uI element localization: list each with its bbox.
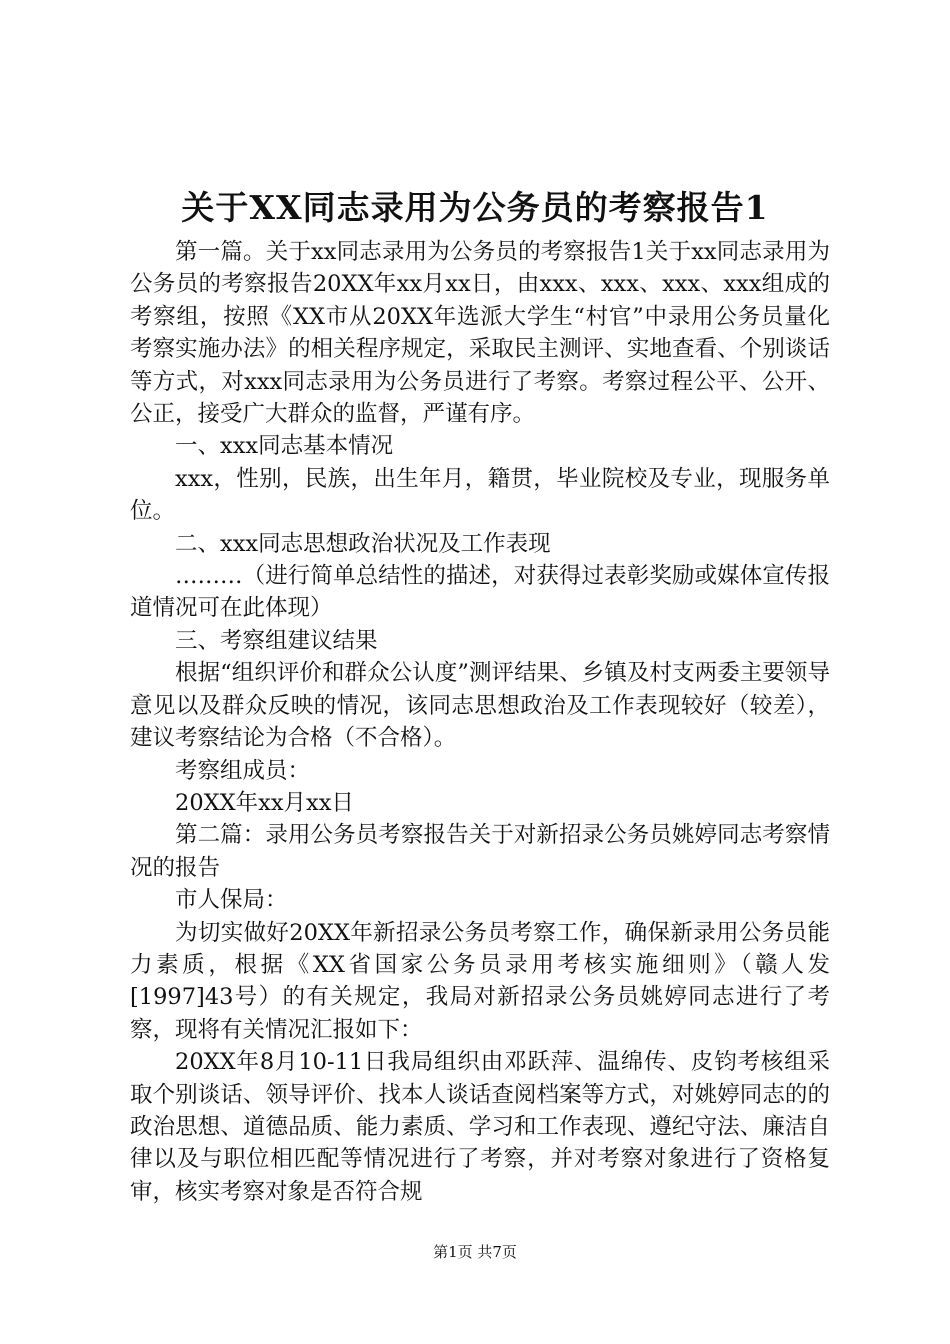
page-number: 第1页 共7页 <box>433 1243 517 1261</box>
document-body <box>130 236 830 1208</box>
section-heading: 一、xxx同志基本情况 <box>175 433 394 460</box>
paragraph: 根据“组织评价和群众公认度”测评结果、乡镇及村支两委主要领导意见以及群众反映的情况，该同志思想政治及工作表现较好（较差），建议考察结论为合格（不合格）。 <box>130 660 830 752</box>
document-title: 关于XX同志录用为公务员的考察报告1 <box>181 188 769 227</box>
section-heading: 三、考察组建议结果 <box>175 627 378 654</box>
paragraph: 20XX年8月10-11日我局组织由邓跃萍、温绵传、皮钧考核组采取个别谈话、领导评价、找本人谈话查阅档案等方式，对姚婷同志的的政治思想、道德品质、能力素质、学习和工作表现、遵纪守法、廉洁自律以及与职位相匹配等情况进行了考察，并对考察对象进行了资格复审，核实考察对象是否符合规 <box>130 1049 830 1205</box>
paragraph: 考察组成员： <box>175 757 311 784</box>
section-heading: 二、xxx同志思想政治状况及工作表现 <box>175 530 551 557</box>
date-line: 20XX年xx月xx日 <box>175 789 354 816</box>
paragraph: 第二篇：录用公务员考察报告关于对新招录公务员姚婷同志考察情况的报告 <box>130 822 830 881</box>
salutation: 市人保局： <box>175 887 288 914</box>
paragraph: xxx，性别，民族，出生年月，籍贯，毕业院校及专业，现服务单位。 <box>130 465 830 525</box>
paragraph: 为切实做好20XX年新招录公务员考察工作，确保新录用公务员能力素质，根据《XX省国家公务员录用考核实施细则》（赣人发[1997]43号）的有关规定，我局对新招录公务员姚婷同志进行了考察，现将有关情况汇报如下： <box>130 919 830 1043</box>
paragraph: ………（进行简单总结性的描述，对获得过表彰奖励或媒体宣传报道情况可在此体现） <box>130 563 830 622</box>
paragraph: 第一篇。关于xx同志录用为公务员的考察报告1关于xx同志录用为公务员的考察报告20XX年xx月xx日，由xxx、xxx、xxx、xxx组成的考察组，按照《XX市从20XX年选派大学生“村官”中录用公务员量化考察实施办法》的相关程序规定，采取民主测评、实地查看、个别谈话等方式，对xxx同志录用为公务员进行了考察。考察过程公平、公开、公正，接受广大群众的监督，严谨有序。 <box>130 239 830 428</box>
